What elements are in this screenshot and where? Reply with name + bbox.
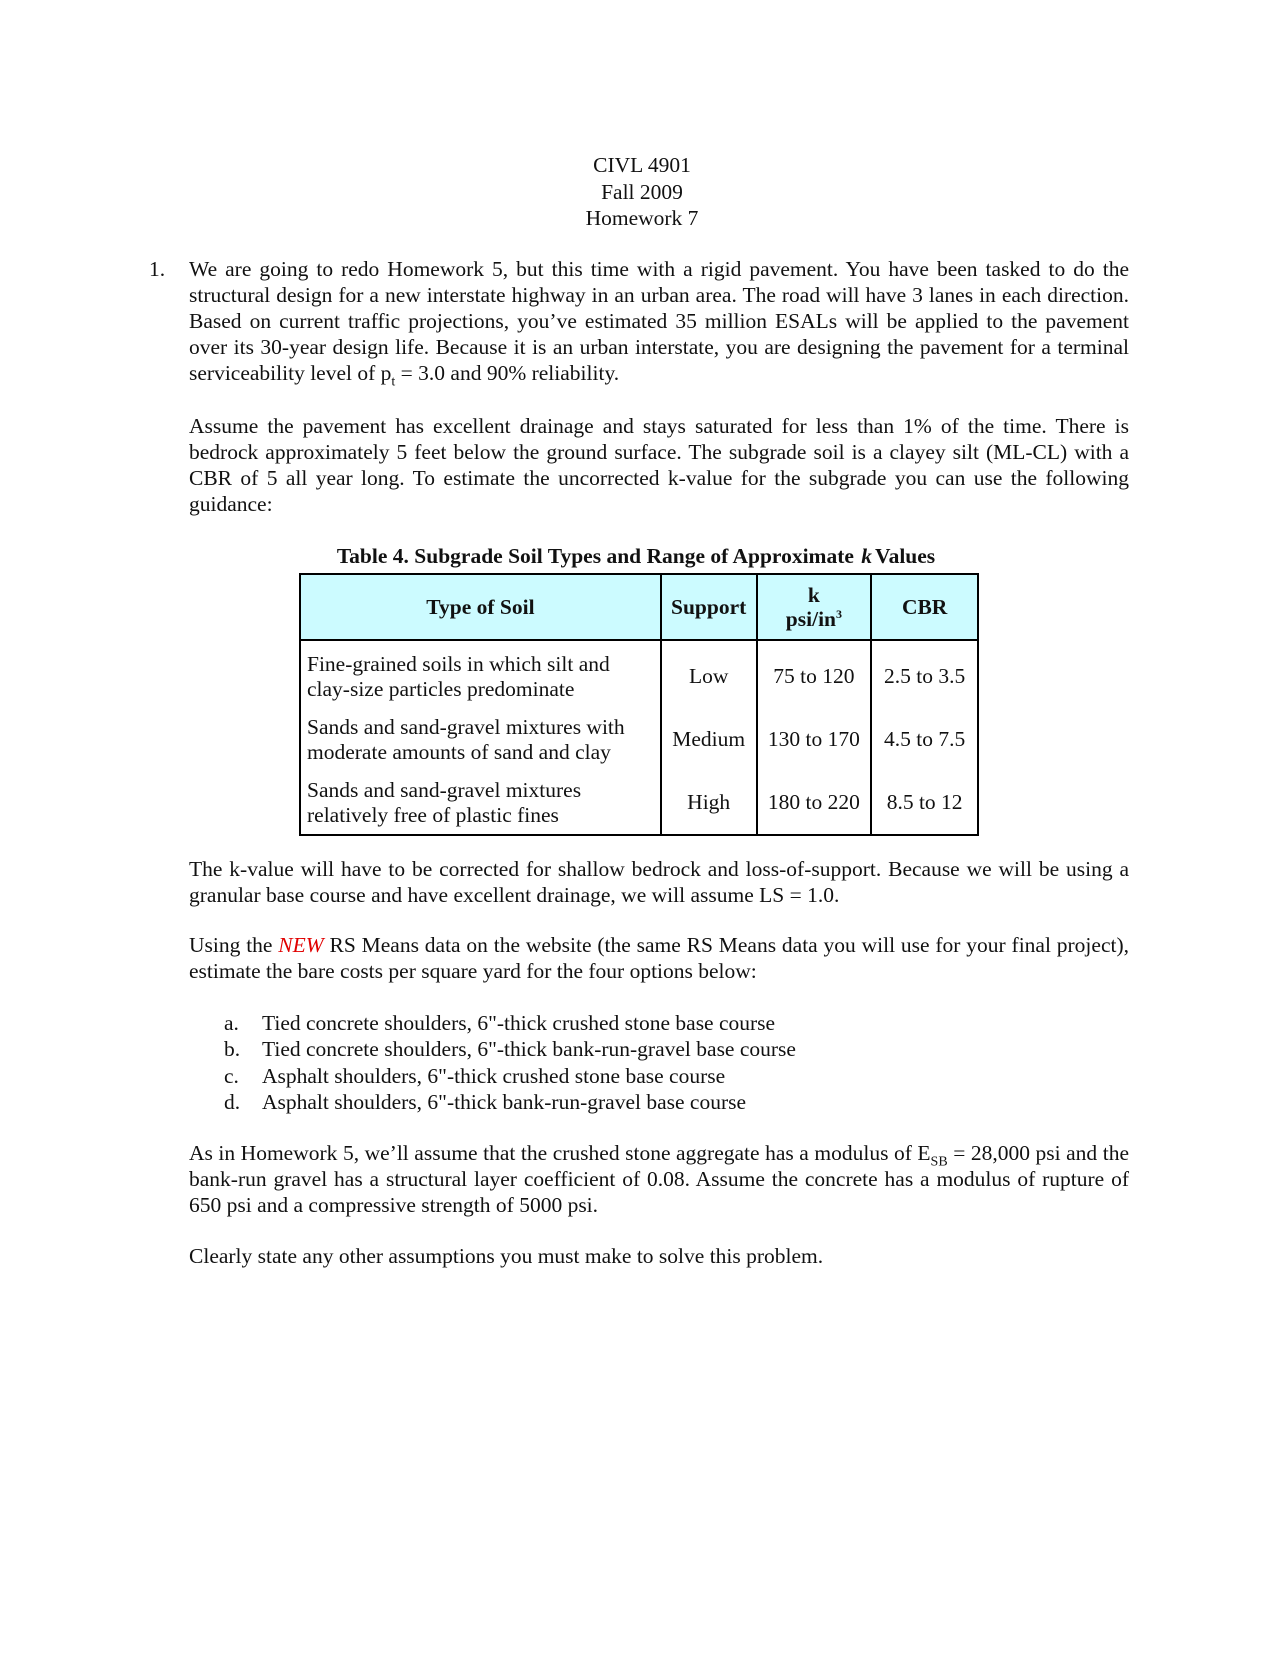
rs-means-paragraph: Using the NEW RS Means data on the website (the same RS Means data you will use for your final project), estimate the bare costs per square yard for the four options below: (189, 933, 1129, 983)
header-k-value: k psi/$in^3$ (757, 574, 872, 640)
esb-subscript: SB (930, 1154, 948, 1170)
drainage-paragraph: Assume the pavement has excellent drainage and stays saturated for less than 1% of the time. There is bedrock approximately 5 feet below the ground surface. The subgrade soil is a clayey silt (ML-CL) with a CBR of 5 all year long. To estimate the uncorrected k-value for the subgrade you can use the following guidance: (189, 414, 1129, 516)
intro-text: We are going to redo Homework 5, but this time with a rigid pavement. You have been tasked to do the structural design for a new interstate highway in an urban area. The road will have 3 lanes in each direction. Based on current traffic projections, you’ve estimated 35 million ESALs will be applied to the pavement over its 30-year design life. Because it is an urban interstate, you are designing the pavement for a terminal serviceability level of p (189, 257, 1129, 385)
list-item: b. Tied concrete shoulders, 6"-thick bank-run-gravel base course (224, 1037, 796, 1062)
assignment-title: Homework 7 (585, 206, 699, 230)
soil-type-cell: Sands and sand-gravel mixtures relatively free of plastic fines (300, 771, 661, 835)
header-type-of-soil: Type of Soil (300, 574, 661, 640)
support-cell: Medium (661, 708, 757, 771)
table-header-row (300, 574, 978, 640)
problem-intro-paragraph (189, 256, 1129, 390)
soil-types-table (299, 573, 979, 836)
cbr-cell: 2.5 to 3.5 (871, 640, 978, 708)
caption-k: k (861, 544, 873, 568)
table-row (300, 771, 978, 835)
k-value-cell: 75 to 120 (757, 640, 872, 708)
header-support: Support (661, 574, 757, 640)
design-options-list (224, 1010, 796, 1115)
k-value-correction-paragraph: The k-value will have to be corrected for shallow bedrock and loss-of-support. Because we will be using a granular base course and have excellent drainage, we will assume LS = 1.0. (189, 857, 1129, 907)
table-row (300, 708, 978, 771)
soil-type-cell: Fine-grained soils in which silt and clay-size particles predominate (300, 640, 661, 708)
term: Fall 2009 (601, 179, 683, 204)
soil-type-cell: Sands and sand-gravel mixtures with moderate amounts of sand and clay (300, 708, 661, 771)
cbr-cell: 8.5 to 12 (871, 771, 978, 835)
serviceability-subscript: t (391, 374, 396, 390)
problem-number: 1. (149, 257, 166, 281)
list-item: a. Tied concrete shoulders, 6"-thick crushed stone base course (224, 1011, 776, 1035)
document-header (0, 152, 1280, 232)
assumptions-paragraph: Clearly state any other assumptions you must make to solve this problem. (189, 1244, 824, 1268)
k-value-cell: 180 to 220 (757, 771, 872, 835)
cbr-cell: 4.5 to 7.5 (871, 708, 978, 771)
table-row (300, 640, 978, 708)
k-value-cell: 130 to 170 (757, 708, 872, 771)
intro-text-end: = 3.0 and 90% reliability. (395, 361, 620, 385)
support-cell: High (661, 771, 757, 835)
course-code: CIVL 4901 (593, 153, 691, 177)
material-properties-paragraph: As in Homework 5, we’ll assume that the crushed stone aggregate has a modulus of $E_{SB} = 28,000$ psi and the bank-run gravel has a structural layer coefficient of 0.08. Assume the concrete has a modulus of rupture of 650 psi and a compressive strength of 5000 psi. (189, 1141, 1129, 1217)
list-item: c. Asphalt shoulders, 6"-thick crushed stone base course (224, 1063, 726, 1088)
new-emphasis: NEW (278, 933, 324, 957)
table-caption: Table 4. Subgrade Soil Types and Range of Approximate k Values (336, 544, 936, 568)
support-cell: Low (661, 640, 757, 708)
list-item: d. Asphalt shoulders, 6"-thick bank-run-gravel base course (224, 1089, 747, 1114)
header-cbr: CBR (871, 574, 978, 640)
